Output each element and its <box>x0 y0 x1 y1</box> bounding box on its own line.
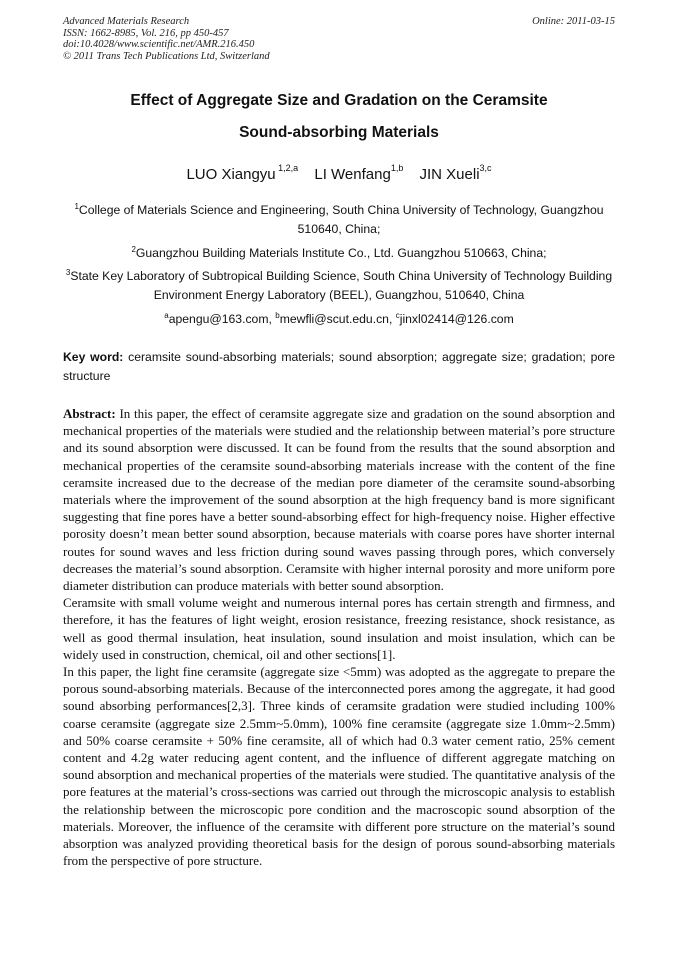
author-name: LUO Xiangyu <box>186 166 276 183</box>
author-affiliation-mark: 1,b <box>390 163 404 173</box>
abstract-paragraph-3: In this paper, the light fine ceramsite (aggregate size <5mm) was adopted as the aggregate to prepare the porous sound-absorbing materials. Because of the interconnected pores among the aggregate, it had good sound absorbing performances[2,3]. Three kinds of ceramsite gradation were studied including 100% coarse ceramsite (aggregate size 2.5mm~5.0mm), 100% fine ceramsite (aggregate size 1.0mm~2.5mm) and 50% coarse ceramsite + 50% fine ceramsite, all of which had 0.3 water cement ratio, 25% cement content and 4.2g water reducing agent content, and the influence of different aggregate matching on sound absorption and mechanical properties of the materials were studied. The quantitative analysis of the pore features at the material’s cross-sections was carried out through the microscopic analysis to establish the relationship between the microscopic pore condition and the macroscopic sound absorption of the materials. Moreover, the influence of the ceramsite with different pore structure on the material’s sound absorption was analyzed providing theoretical basis for the design of porous sound-absorbing materials from the perspective of pore structure. <box>63 664 615 869</box>
keywords-label: Key word: <box>63 350 124 364</box>
journal-issn: ISSN: 1662-8985, Vol. 216, pp 450-457 <box>63 27 229 39</box>
email-a: apengu@163.com, <box>168 312 276 326</box>
email-b: mewfli@scut.edu.cn, <box>279 312 396 326</box>
journal-header <box>63 16 270 62</box>
author-list <box>63 163 615 183</box>
paper-title-line-1: Effect of Aggregate Size and Gradation on the Ceramsite <box>130 92 548 109</box>
author-1 <box>186 163 299 183</box>
affiliation-1: $^1$College of Materials Science and Engineering, South China University of Technology, Guangzhou 510640, China; <box>74 201 604 236</box>
abstract-paragraph-1: Abstract: In this paper, the effect of ceramsite aggregate size and gradation on the sound absorption and mechanical properties of the materials were studied and the relationship between material’s pore structure and its sound absorption were discussed. It can be found from the results that the sound absorption and mechanical properties of the ceramsite sound-absorbing materials increase with the content of the fine ceramsite increased due to the decrease of the median pore diameter of the ceramsite sound-absorbing materials where the improvement of the sound absorption at the high frequency band is more significant suggesting that fine pores have a better sound-absorbing effect for high-frequency noise. Higher effective porosity doesn’t mean better sound absorption, because materials with coarse pores have shorter internal routes for sound waves and less friction during sound waves passing through pores, which conversely decreases the material’s sound absorption. Ceramsite with higher internal porosity and more uniform pore diameter distribution can produce materials with better sound absorption. <box>63 406 615 594</box>
author-emails: $^a$apengu@163.com, $^b$mewfli@scut.edu.cn, $^c$jinxl02414@126.com <box>164 310 514 326</box>
journal-name: Advanced Materials Research <box>63 16 190 27</box>
author-3 <box>419 163 492 183</box>
journal-doi: doi:10.4028/www.scientific.net/AMR.216.450 <box>63 39 255 51</box>
affiliation-3: $^3$State Key Laboratory of Subtropical Building Science, South China University of Technology Building Environment Energy Laboratory (BEEL), Guangzhou, 510640, China <box>65 267 613 302</box>
author-name: JIN Xueli <box>419 166 480 183</box>
author-2 <box>314 163 404 183</box>
author-affiliation-mark: 1,2,a <box>275 163 299 173</box>
abstract-section <box>63 405 615 869</box>
abstract-paragraph-2: Ceramsite with small volume weight and numerous internal pores has certain strength and firmness, and therefore, it has the features of light weight, erosion resistance, freezing resistance, shock resistance, as well as good thermal insulation, heat insulation, sound insulation and moist insulation, which can be widely used in construction, chemical, oil and other sections[1]. <box>63 595 615 662</box>
email-c: jinxl02414@126.com <box>399 312 514 326</box>
author-name: LI Wenfang <box>314 166 391 183</box>
author-affiliation-mark: 3,c <box>479 163 492 173</box>
abstract-label: Abstract: <box>63 406 116 421</box>
keywords <box>63 348 615 385</box>
online-date: Online: 2011-03-15 <box>532 16 615 27</box>
keywords-text: ceramsite sound-absorbing materials; sound absorption; aggregate size; gradation; pore structure <box>63 350 615 383</box>
paper-title-line-2: Sound-absorbing Materials <box>239 124 439 141</box>
journal-copyright: © 2011 Trans Tech Publications Ltd, Switzerland <box>63 50 270 62</box>
affiliation-2: $^2$Guangzhou Building Materials Institute Co., Ltd. Guangzhou 510663, China; <box>131 244 547 260</box>
